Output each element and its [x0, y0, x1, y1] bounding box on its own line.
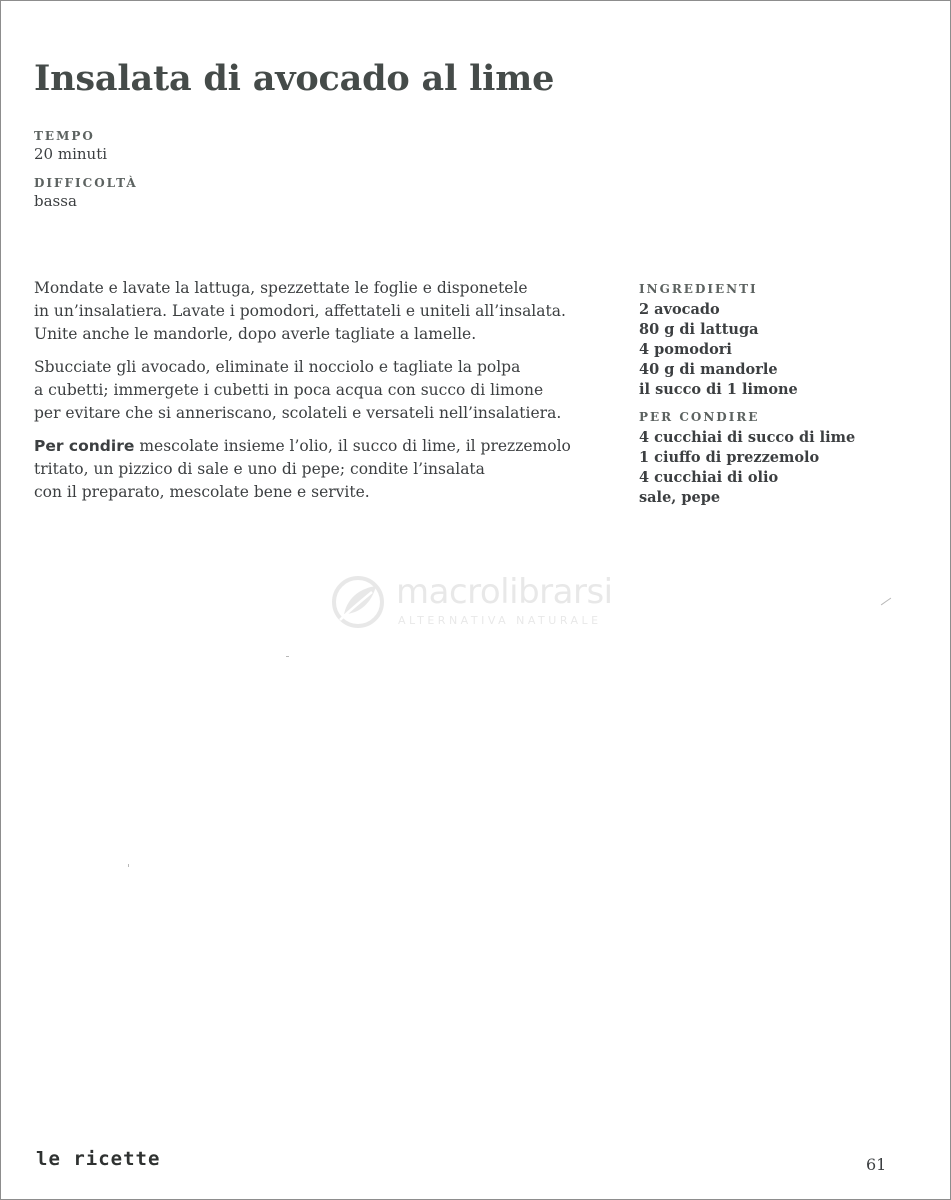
instruction-line: in un’insalatiera. Lavate i pomodori, affettateli e uniteli all’insalata. — [34, 302, 566, 320]
instruction-line: per evitare che si anneriscano, scolateli e versateli nell’insalatiera. — [34, 404, 562, 422]
dressing-list — [639, 428, 929, 508]
recipe-meta — [34, 128, 138, 222]
ingredient-item: 2 avocado — [639, 301, 720, 318]
page-number: 61 — [866, 1155, 887, 1174]
watermark-brand: macrolibrarsi — [396, 572, 613, 612]
instruction-paragraph-3 — [34, 435, 594, 504]
dressing-item: 1 ciuffo di prezzemolo — [639, 449, 820, 466]
dressing-item: 4 cucchiai di succo di lime — [639, 429, 856, 446]
instruction-line: a cubetti; immergete i cubetti in poca acqua con succo di limone — [34, 381, 544, 399]
instruction-line: Unite anche le mandorle, dopo averle tagliate a lamelle. — [34, 325, 477, 343]
instruction-line: Mondate e lavate la lattuga, spezzettate le foglie e disponetele — [34, 279, 528, 297]
dressing-lead-label: Per condire — [34, 437, 135, 455]
instruction-line: tritato, un pizzico di sale e uno di pepe; condite l’insalata — [34, 460, 485, 478]
section-label: le ricette — [36, 1148, 161, 1170]
instructions — [34, 277, 594, 514]
instruction-line-lead — [34, 435, 594, 458]
ingredient-item: 40 g di mandorle — [639, 361, 778, 378]
ingredients-label: INGREDIENTI — [639, 282, 758, 296]
instruction-line-text: mescolate insieme l’olio, il succo di lime, il prezzemolo — [139, 437, 571, 455]
recipe-title: Insalata di avocado al lime — [34, 58, 555, 99]
time-label: TEMPO — [34, 129, 95, 143]
instruction-paragraph-2 — [34, 356, 594, 425]
dressing-label: PER CONDIRE — [639, 410, 760, 424]
dressing-item: 4 cucchiai di olio — [639, 469, 779, 486]
ingredient-item: 80 g di lattuga — [639, 321, 759, 338]
ingredients-panel — [639, 281, 929, 517]
difficulty-label: DIFFICOLTÀ — [34, 176, 138, 190]
watermark-tagline: ALTERNATIVA NATURALE — [398, 614, 602, 627]
time-value: 20 minuti — [34, 145, 108, 163]
scan-speck — [286, 656, 289, 657]
ingredient-item: il succo di 1 limone — [639, 381, 798, 398]
ingredients-list — [639, 300, 929, 400]
instruction-line: Sbucciate gli avocado, eliminate il nocciolo e tagliate la polpa — [34, 358, 521, 376]
difficulty-value: bassa — [34, 192, 77, 210]
dressing-item: sale, pepe — [639, 489, 721, 506]
instruction-line: con il preparato, mescolate bene e servite. — [34, 483, 370, 501]
ingredient-item: 4 pomodori — [639, 341, 732, 358]
scan-speck — [128, 864, 129, 867]
instruction-paragraph-1 — [34, 277, 594, 346]
